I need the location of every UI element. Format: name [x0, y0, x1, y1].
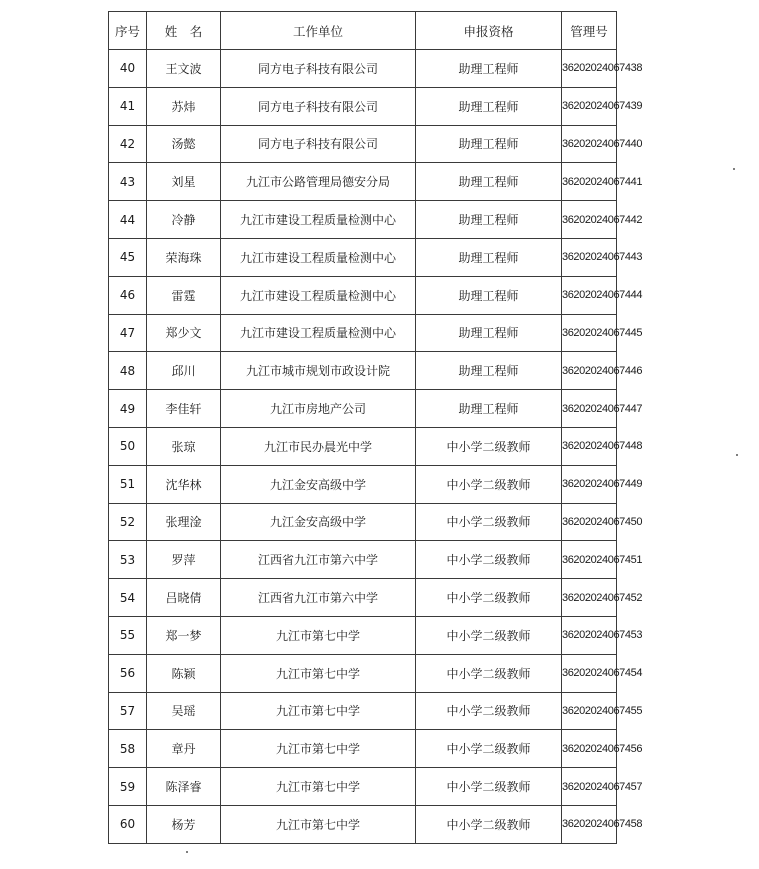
header-no: 序号 — [109, 12, 147, 50]
cell-management-no: 36202024067449 — [562, 465, 617, 503]
cell-qualification: 助理工程师 — [416, 163, 562, 201]
cell-management-no: 36202024067448 — [562, 427, 617, 465]
cell-management-no: 36202024067454 — [562, 654, 617, 692]
header-name: 姓 名 — [147, 12, 221, 50]
header-management-no: 管理号 — [562, 12, 617, 50]
cell-unit: 九江市第七中学 — [221, 805, 416, 843]
cell-qualification: 中小学二级教师 — [416, 730, 562, 768]
cell-unit: 九江市公路管理局德安分局 — [221, 163, 416, 201]
cell-qualification: 中小学二级教师 — [416, 805, 562, 843]
table-row — [109, 314, 617, 352]
table-row — [109, 427, 617, 465]
cell-unit: 同方电子科技有限公司 — [221, 125, 416, 163]
cell-unit: 同方电子科技有限公司 — [221, 87, 416, 125]
cell-management-no: 36202024067451 — [562, 541, 617, 579]
cell-qualification: 助理工程师 — [416, 50, 562, 88]
cell-name: 冷静 — [147, 201, 221, 239]
cell-name: 张理淦 — [147, 503, 221, 541]
cell-name: 王文波 — [147, 50, 221, 88]
table-row — [109, 503, 617, 541]
cell-no: 60 — [109, 805, 147, 843]
cell-management-no: 36202024067442 — [562, 201, 617, 239]
table-row — [109, 768, 617, 806]
cell-unit: 九江金安高级中学 — [221, 503, 416, 541]
cell-management-no: 36202024067447 — [562, 390, 617, 428]
table-row — [109, 465, 617, 503]
cell-name: 雷霆 — [147, 276, 221, 314]
cell-no: 56 — [109, 654, 147, 692]
cell-no: 40 — [109, 50, 147, 88]
table-row — [109, 692, 617, 730]
cell-qualification: 中小学二级教师 — [416, 579, 562, 617]
cell-unit: 江西省九江市第六中学 — [221, 541, 416, 579]
cell-name: 张琼 — [147, 427, 221, 465]
table-row — [109, 201, 617, 239]
cell-unit: 九江市民办晨光中学 — [221, 427, 416, 465]
cell-qualification: 助理工程师 — [416, 125, 562, 163]
cell-qualification: 助理工程师 — [416, 201, 562, 239]
cell-management-no: 36202024067438 — [562, 50, 617, 88]
personnel-table — [108, 11, 643, 844]
table-row — [109, 616, 617, 654]
cell-qualification: 助理工程师 — [416, 352, 562, 390]
cell-management-no: 36202024067440 — [562, 125, 617, 163]
cell-name: 苏炜 — [147, 87, 221, 125]
cell-name: 罗萍 — [147, 541, 221, 579]
scan-speck — [733, 168, 735, 170]
cell-no: 53 — [109, 541, 147, 579]
table-body — [109, 50, 643, 844]
cell-management-no: 36202024067441 — [562, 163, 617, 201]
cell-unit: 九江市第七中学 — [221, 616, 416, 654]
cell-qualification: 助理工程师 — [416, 238, 562, 276]
header-qualification: 申报资格 — [416, 12, 562, 50]
cell-management-no: 36202024067439 — [562, 87, 617, 125]
cell-name: 刘星 — [147, 163, 221, 201]
cell-no: 50 — [109, 427, 147, 465]
cell-management-no: 36202024067443 — [562, 238, 617, 276]
cell-management-no: 36202024067455 — [562, 692, 617, 730]
cell-unit: 九江市建设工程质量检测中心 — [221, 201, 416, 239]
cell-name: 陈泽睿 — [147, 768, 221, 806]
cell-management-no: 36202024067452 — [562, 579, 617, 617]
table-row — [109, 125, 617, 163]
cell-management-no: 36202024067445 — [562, 314, 617, 352]
cell-management-no: 36202024067458 — [562, 805, 617, 843]
table-row — [109, 276, 617, 314]
cell-unit: 九江市第七中学 — [221, 654, 416, 692]
cell-qualification: 中小学二级教师 — [416, 692, 562, 730]
cell-unit: 九江市建设工程质量检测中心 — [221, 314, 416, 352]
table-row — [109, 50, 617, 88]
cell-management-no: 36202024067450 — [562, 503, 617, 541]
table-row — [109, 238, 617, 276]
cell-no: 52 — [109, 503, 147, 541]
cell-management-no: 36202024067453 — [562, 616, 617, 654]
table-row — [109, 541, 617, 579]
cell-qualification: 助理工程师 — [416, 87, 562, 125]
cell-no: 58 — [109, 730, 147, 768]
cell-qualification: 助理工程师 — [416, 276, 562, 314]
table-row — [109, 730, 617, 768]
cell-management-no: 36202024067457 — [562, 768, 617, 806]
cell-name: 郑一梦 — [147, 616, 221, 654]
table-row — [109, 805, 617, 843]
table-row — [109, 654, 617, 692]
cell-name: 陈颖 — [147, 654, 221, 692]
cell-qualification: 助理工程师 — [416, 314, 562, 352]
cell-no: 47 — [109, 314, 147, 352]
table-row — [109, 163, 617, 201]
cell-qualification: 中小学二级教师 — [416, 541, 562, 579]
cell-qualification: 中小学二级教师 — [416, 768, 562, 806]
cell-unit: 江西省九江市第六中学 — [221, 579, 416, 617]
cell-name: 吴瑶 — [147, 692, 221, 730]
cell-name: 李佳轩 — [147, 390, 221, 428]
cell-name: 吕晓倩 — [147, 579, 221, 617]
cell-unit: 九江市房地产公司 — [221, 390, 416, 428]
cell-qualification: 中小学二级教师 — [416, 465, 562, 503]
cell-name: 邱川 — [147, 352, 221, 390]
table-row — [109, 352, 617, 390]
cell-name: 郑少文 — [147, 314, 221, 352]
cell-qualification: 中小学二级教师 — [416, 427, 562, 465]
cell-unit: 九江市建设工程质量检测中心 — [221, 238, 416, 276]
cell-unit: 九江市第七中学 — [221, 730, 416, 768]
header-unit: 工作单位 — [221, 12, 416, 50]
cell-no: 44 — [109, 201, 147, 239]
cell-no: 54 — [109, 579, 147, 617]
cell-no: 45 — [109, 238, 147, 276]
cell-unit: 九江金安高级中学 — [221, 465, 416, 503]
cell-no: 55 — [109, 616, 147, 654]
cell-no: 48 — [109, 352, 147, 390]
cell-management-no: 36202024067446 — [562, 352, 617, 390]
cell-name: 荣海珠 — [147, 238, 221, 276]
cell-no: 49 — [109, 390, 147, 428]
cell-unit: 九江市城市规划市政设计院 — [221, 352, 416, 390]
cell-unit: 九江市第七中学 — [221, 768, 416, 806]
table-row — [109, 87, 617, 125]
cell-no: 46 — [109, 276, 147, 314]
cell-no: 59 — [109, 768, 147, 806]
scan-speck — [186, 851, 188, 853]
table-row — [109, 579, 617, 617]
cell-qualification: 中小学二级教师 — [416, 616, 562, 654]
cell-qualification: 中小学二级教师 — [416, 503, 562, 541]
table-header-row — [109, 12, 617, 50]
cell-no: 51 — [109, 465, 147, 503]
document-page — [108, 11, 643, 844]
cell-unit: 九江市建设工程质量检测中心 — [221, 276, 416, 314]
cell-name: 杨芳 — [147, 805, 221, 843]
cell-unit: 同方电子科技有限公司 — [221, 50, 416, 88]
cell-qualification: 助理工程师 — [416, 390, 562, 428]
cell-no: 43 — [109, 163, 147, 201]
cell-no: 41 — [109, 87, 147, 125]
cell-name: 沈华林 — [147, 465, 221, 503]
cell-name: 汤懿 — [147, 125, 221, 163]
cell-management-no: 36202024067456 — [562, 730, 617, 768]
cell-name: 章丹 — [147, 730, 221, 768]
scan-speck — [736, 454, 738, 456]
cell-no: 57 — [109, 692, 147, 730]
table-row — [109, 390, 617, 428]
cell-unit: 九江市第七中学 — [221, 692, 416, 730]
cell-management-no: 36202024067444 — [562, 276, 617, 314]
cell-no: 42 — [109, 125, 147, 163]
cell-qualification: 中小学二级教师 — [416, 654, 562, 692]
